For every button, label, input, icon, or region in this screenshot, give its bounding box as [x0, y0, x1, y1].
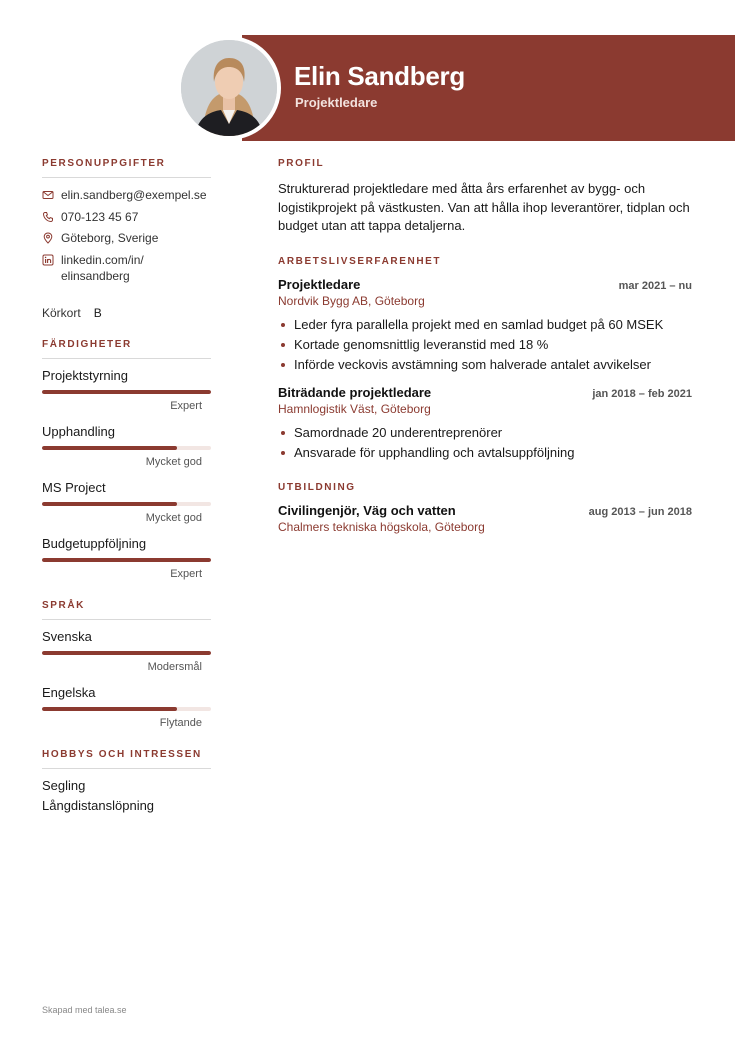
- job-bullet: Kortade genomsnittlig leveranstid med 18 %: [278, 335, 692, 355]
- section-divider: [42, 177, 211, 178]
- job-date: jan 2018 – feb 2021: [592, 387, 692, 400]
- job-bullet: Ansvarade för upphandling och avtalsuppföljning: [278, 443, 692, 463]
- language-name: Svenska: [42, 628, 92, 644]
- language-bar: [42, 707, 211, 711]
- job-bullets: [278, 315, 692, 375]
- languages-section: [42, 600, 211, 730]
- skill-bar: [42, 390, 211, 394]
- job-organization: Hamnlogistik Väst, Göteborg: [278, 401, 431, 416]
- mail-icon: [42, 189, 54, 201]
- contact-location: [42, 230, 211, 246]
- skill-item: [42, 424, 211, 469]
- contact-phone-text: 070-123 45 67: [61, 209, 139, 224]
- section-divider: [42, 768, 211, 769]
- education-title: Civilingenjör, Väg och vatten: [278, 502, 456, 518]
- language-bar-fill: [42, 707, 177, 711]
- hobby-item: Långdistanslöpning: [42, 798, 155, 814]
- skill-bar-fill: [42, 502, 177, 506]
- job-organization: Nordvik Bygg AB, Göteborg: [278, 293, 425, 308]
- skill-bar: [42, 502, 211, 506]
- profile-text: Strukturerad projektledare med åtta års erfarenhet av bygg- och logistikprojekt på västkusten. Van att hålla ihop leverantörer, tidplan och budget utan att tappa detaljerna.: [278, 181, 690, 233]
- education-section: [278, 482, 692, 534]
- language-bar-fill: [42, 651, 211, 655]
- personal-section: [42, 158, 211, 320]
- language-level: Modersmål: [147, 660, 202, 673]
- skill-level: Expert: [170, 567, 202, 580]
- skill-bar: [42, 558, 211, 562]
- section-divider: [42, 619, 211, 620]
- drivers-license-label: Körkort: [42, 305, 81, 320]
- skill-item: [42, 536, 211, 581]
- language-item: [42, 629, 211, 674]
- skill-bar-fill: [42, 446, 177, 450]
- phone-icon: [42, 211, 54, 223]
- job-title: Biträdande projektledare: [278, 384, 432, 400]
- main-column: [278, 158, 692, 534]
- skills-section: [42, 339, 211, 581]
- experience-section: [278, 256, 692, 463]
- sidebar: [42, 158, 211, 817]
- education-school: Chalmers tekniska högskola, Göteborg: [278, 519, 485, 534]
- skill-level: Expert: [170, 399, 202, 412]
- contact-email-text: elin.sandberg@exempel.se: [61, 188, 207, 202]
- location-pin-icon: [42, 232, 54, 244]
- skill-bar-fill: [42, 390, 211, 394]
- contact-email[interactable]: [42, 187, 211, 203]
- portrait-photo: [181, 40, 277, 136]
- language-item: [42, 685, 211, 730]
- contact-linkedin[interactable]: [42, 252, 211, 284]
- section-heading-languages: SPRÅK: [42, 599, 86, 611]
- section-heading-skills: FÄRDIGHETER: [42, 338, 132, 350]
- candidate-name: Elin Sandberg: [294, 61, 465, 91]
- language-level: Flytande: [159, 716, 202, 729]
- section-heading-personal: PERSONUPPGIFTER: [42, 158, 166, 169]
- linkedin-line-2: elinsandberg: [61, 268, 130, 283]
- hobby-item: Segling: [42, 777, 86, 793]
- hobbies-section: [42, 749, 211, 817]
- contact-phone[interactable]: [42, 209, 211, 225]
- profile-section: [278, 158, 692, 236]
- skill-name: Upphandling: [42, 423, 116, 439]
- section-heading-education: UTBILDNING: [278, 481, 356, 493]
- contact-list: [42, 187, 211, 284]
- drivers-license-value: B: [93, 305, 102, 320]
- contact-linkedin-text: [61, 252, 144, 284]
- skill-item: [42, 480, 211, 525]
- language-name: Engelska: [42, 684, 96, 700]
- job-header: [278, 277, 692, 292]
- linkedin-icon: [42, 254, 54, 266]
- job-bullets: [278, 423, 692, 463]
- job-date: mar 2021 – nu: [618, 279, 692, 292]
- section-divider: [42, 358, 211, 359]
- hobby-list: [42, 776, 211, 817]
- skill-level: Mycket god: [145, 455, 202, 468]
- job-entry: [278, 277, 692, 375]
- skill-level: Mycket god: [145, 511, 202, 524]
- education-header: [278, 503, 692, 518]
- language-bar: [42, 651, 211, 655]
- job-title: Projektledare: [278, 276, 361, 292]
- candidate-title: Projektledare: [295, 95, 378, 110]
- contact-location-text: Göteborg, Sverige: [61, 231, 159, 246]
- education-entry: [278, 503, 692, 534]
- skill-item: [42, 368, 211, 413]
- job-bullet: Leder fyra parallella projekt med en samlad budget på 60 MSEK: [278, 315, 692, 335]
- skill-name: Projektstyrning: [42, 367, 128, 383]
- skill-name: MS Project: [42, 479, 106, 495]
- job-bullet: Införde veckovis avstämning som halverade antalet avvikelser: [278, 355, 692, 375]
- linkedin-line-1: linkedin.com/in/: [61, 252, 144, 267]
- section-heading-hobbies: HOBBYS OCH INTRESSEN: [42, 748, 202, 760]
- footer-credit[interactable]: Skapad med talea.se: [42, 1005, 127, 1015]
- skill-name: Budgetuppföljning: [42, 535, 147, 551]
- education-date: aug 2013 – jun 2018: [588, 505, 692, 518]
- job-entry: [278, 385, 692, 463]
- section-heading-experience: ARBETSLIVSERFARENHET: [278, 255, 442, 267]
- job-header: [278, 385, 692, 400]
- avatar: [181, 40, 277, 136]
- drivers-license: [42, 306, 211, 320]
- skill-bar: [42, 446, 211, 450]
- job-bullet: Samordnade 20 underentreprenörer: [278, 423, 692, 443]
- skill-bar-fill: [42, 558, 211, 562]
- section-heading-profile: PROFIL: [278, 158, 325, 169]
